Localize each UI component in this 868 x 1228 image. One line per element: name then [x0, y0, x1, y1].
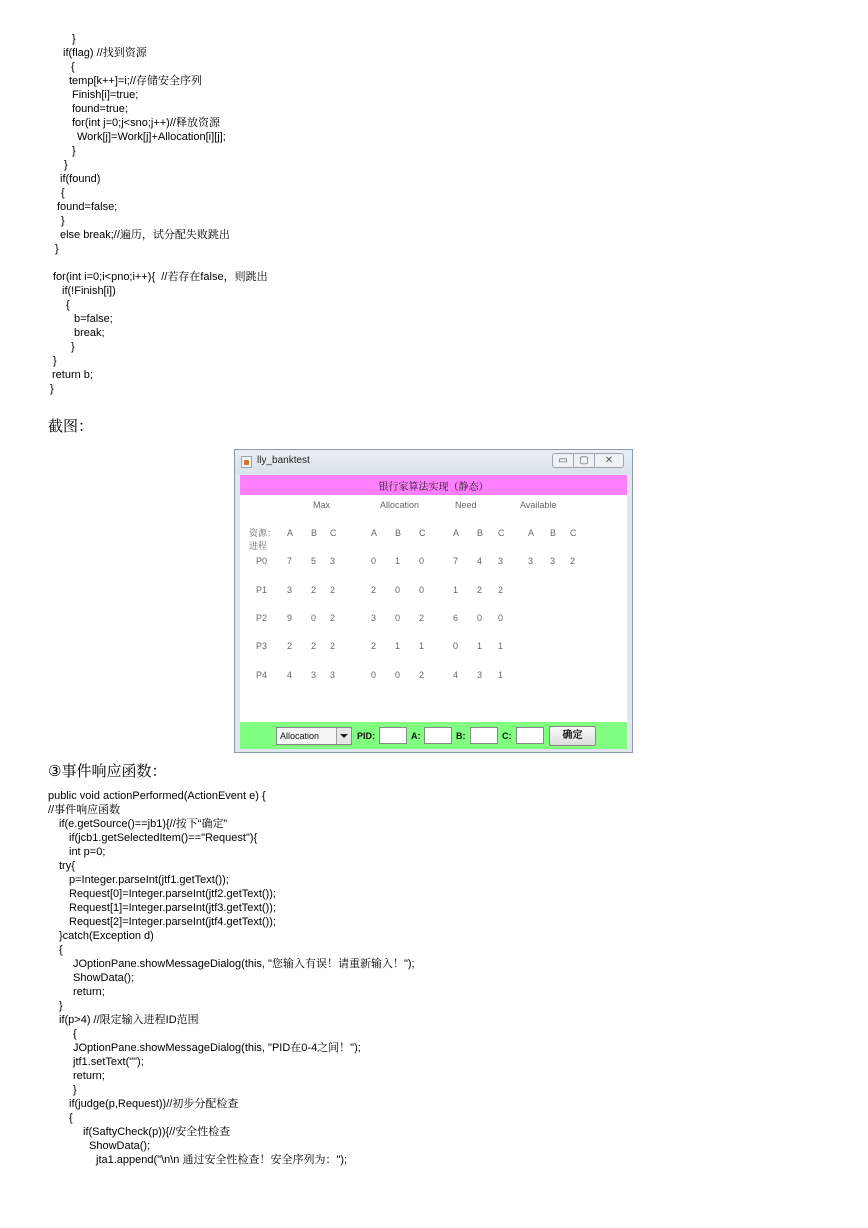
- process-label: 进程: [249, 541, 268, 551]
- max-cell: 2: [330, 613, 336, 623]
- screenshot-label: 截图：: [48, 418, 94, 435]
- top-code-line: else break;//遍历，试分配失败跳出: [60, 229, 230, 241]
- resource-letter: B: [477, 528, 484, 538]
- select-value: Allocation: [280, 731, 320, 741]
- max-cell: 7: [287, 556, 293, 566]
- app-content: [240, 475, 627, 749]
- max-cell: 0: [311, 613, 317, 623]
- resource-letter: C: [498, 528, 505, 538]
- need-cell: 4: [453, 670, 459, 680]
- available-cell: 2: [570, 556, 576, 566]
- top-code-line: if(!Finish[i]): [62, 285, 116, 297]
- resource-letter: C: [419, 528, 426, 538]
- resource-letter: A: [528, 528, 535, 538]
- close-button[interactable]: ✕: [594, 453, 624, 468]
- bottom-code-line: Request[0]=Integer.parseInt(jtf2.getText());: [69, 888, 276, 900]
- allocation-cell: 0: [371, 556, 377, 566]
- top-code-line: }: [64, 159, 68, 171]
- top-code-line: Work[j]=Work[j]+Allocation[i][j];: [77, 131, 226, 143]
- group-header: Available: [520, 500, 557, 510]
- resource-letter: C: [570, 528, 577, 538]
- need-cell: 0: [477, 613, 483, 623]
- need-cell: 1: [498, 670, 504, 680]
- resource-letter: A: [453, 528, 460, 538]
- need-cell: 3: [498, 556, 504, 566]
- allocation-cell: 0: [419, 585, 425, 595]
- bottom-code-line: if(SaftyCheck(p)){//安全性检查: [83, 1126, 231, 1138]
- group-header: Need: [455, 500, 477, 510]
- process-id: P2: [256, 613, 268, 623]
- chevron-down-icon[interactable]: [336, 728, 351, 744]
- allocation-cell: 0: [419, 556, 425, 566]
- pid-label: PID:: [357, 731, 375, 741]
- allocation-cell: 0: [395, 613, 401, 623]
- max-cell: 3: [330, 556, 336, 566]
- max-cell: 3: [287, 585, 293, 595]
- max-cell: 5: [311, 556, 317, 566]
- group-header: Max: [313, 500, 331, 510]
- bottom-code-line: ShowData();: [73, 972, 135, 984]
- allocation-cell: 1: [395, 556, 401, 566]
- top-code-line: }: [71, 341, 75, 353]
- max-cell: 2: [311, 585, 317, 595]
- resource-letter: B: [311, 528, 318, 538]
- b-input[interactable]: [470, 727, 498, 744]
- top-code-line: break;: [74, 327, 105, 339]
- top-code-line: }: [55, 243, 59, 255]
- bottom-code-line: {: [69, 1112, 73, 1124]
- bottom-code-line: return;: [73, 1070, 105, 1082]
- resource-letter: C: [330, 528, 337, 538]
- allocation-cell: 1: [395, 641, 401, 651]
- bottom-code-line: jta1.append("\n\n 通过安全性检查！安全序列为：");: [96, 1154, 348, 1166]
- need-cell: 1: [477, 641, 483, 651]
- resource-letter: B: [395, 528, 402, 538]
- control-band: [240, 722, 627, 749]
- need-cell: 1: [453, 585, 459, 595]
- bottom-code-line: if(e.getSource()==jb1){//按下“确定”: [59, 818, 228, 830]
- bottom-code-line: {: [59, 944, 63, 956]
- bottom-code-line: if(jcb1.getSelectedItem()=="Request"){: [69, 832, 258, 844]
- max-cell: 3: [311, 670, 317, 680]
- bottom-code-line: if(judge(p,Request))//初步分配检查: [69, 1098, 239, 1110]
- top-code-line: for(int i=0;i<pno;i++){ //若存在false，则跳出: [53, 271, 268, 283]
- allocation-cell: 2: [419, 670, 425, 680]
- bottom-code-line: public void actionPerformed(ActionEvent e) {: [48, 790, 266, 802]
- bottom-code-line: {: [73, 1028, 77, 1040]
- process-id: P4: [256, 670, 268, 680]
- allocation-cell: 0: [395, 670, 401, 680]
- title-band: [240, 475, 627, 495]
- max-cell: 9: [287, 613, 293, 623]
- java-app-icon: [241, 456, 252, 468]
- max-cell: 3: [330, 670, 336, 680]
- process-id: P0: [256, 556, 268, 566]
- bottom-code-line: p=Integer.parseInt(jtf1.getText());: [69, 874, 229, 886]
- available-cell: 3: [528, 556, 534, 566]
- top-code-line: }: [72, 145, 76, 157]
- allocation-cell: 1: [419, 641, 425, 651]
- max-cell: 4: [287, 670, 293, 680]
- window-title: lly_banktest: [257, 455, 310, 466]
- bottom-code-line: jtf1.setText("");: [73, 1056, 144, 1068]
- need-cell: 2: [498, 585, 504, 595]
- need-cell: 3: [477, 670, 483, 680]
- top-code-line: b=false;: [74, 313, 113, 325]
- bottom-code-line: return;: [73, 986, 105, 998]
- allocation-cell: 3: [371, 613, 377, 623]
- top-code-line: return b;: [52, 369, 93, 381]
- bottom-code-line: }catch(Exception d): [59, 930, 154, 942]
- c-label: C:: [502, 731, 512, 741]
- top-code-line: }: [50, 383, 54, 395]
- process-id: P1: [256, 585, 268, 595]
- need-cell: 1: [498, 641, 504, 651]
- top-code-line: found=true;: [72, 103, 128, 115]
- top-code-line: }: [72, 33, 76, 45]
- top-code-line: }: [53, 355, 57, 367]
- bottom-code-line: }: [73, 1084, 77, 1096]
- max-cell: 2: [330, 641, 336, 651]
- bottom-code-line: JOptionPane.showMessageDialog(this, "PID在0-4之间！");: [73, 1042, 361, 1054]
- top-code-line: if(flag) //找到资源: [63, 47, 147, 59]
- top-code-line: Finish[i]=true;: [72, 89, 139, 101]
- resource-letter: B: [550, 528, 557, 538]
- need-cell: 0: [453, 641, 459, 651]
- allocation-cell: 2: [371, 641, 377, 651]
- max-cell: 2: [287, 641, 293, 651]
- top-code-line: {: [61, 187, 65, 199]
- resource-letter: A: [371, 528, 378, 538]
- bottom-code-line: Request[2]=Integer.parseInt(jtf4.getText());: [69, 916, 276, 928]
- minimize-button[interactable]: ▭: [552, 453, 574, 468]
- need-cell: 0: [498, 613, 504, 623]
- bottom-code-line: if(p>4) //限定输入进程ID范围: [59, 1014, 199, 1026]
- matrix-select[interactable]: [276, 727, 352, 745]
- max-cell: 2: [330, 585, 336, 595]
- need-cell: 6: [453, 613, 459, 623]
- app-heading: 银行家算法实现（静态）: [378, 482, 489, 493]
- bottom-code-line: JOptionPane.showMessageDialog(this, "您输入有误！请重新输入！");: [73, 958, 415, 970]
- a-input[interactable]: [424, 727, 452, 744]
- bottom-code-line: ShowData();: [89, 1140, 151, 1152]
- need-cell: 4: [477, 556, 483, 566]
- available-cell: 3: [550, 556, 556, 566]
- group-header: Allocation: [380, 500, 420, 510]
- top-code-line: {: [71, 61, 75, 73]
- top-code-line: temp[k++]=i;//存储安全序列: [69, 75, 202, 87]
- bottom-code-line: }: [59, 1000, 63, 1012]
- allocation-cell: 0: [395, 585, 401, 595]
- c-input[interactable]: [516, 727, 544, 744]
- bottom-code-line: Request[1]=Integer.parseInt(jtf3.getText());: [69, 902, 276, 914]
- allocation-cell: 2: [371, 585, 377, 595]
- bottom-code-line: int p=0;: [69, 846, 106, 858]
- pid-input[interactable]: [379, 727, 407, 744]
- a-label: A:: [411, 731, 421, 741]
- resource-letter: A: [287, 528, 294, 538]
- top-code-line: if(found): [60, 173, 101, 185]
- window-titlebar: [235, 450, 632, 474]
- section-3-heading: ③事件响应函数：: [48, 763, 167, 780]
- maximize-button[interactable]: ▢: [573, 453, 595, 468]
- allocation-cell: 2: [419, 613, 425, 623]
- allocation-cell: 0: [371, 670, 377, 680]
- app-window-screenshot: [234, 449, 633, 753]
- bottom-code-line: try{: [59, 860, 75, 872]
- confirm-button[interactable]: 确定: [549, 726, 596, 746]
- resources-label: 资源：: [249, 528, 277, 538]
- top-code-line: {: [66, 299, 70, 311]
- top-code-line: for(int j=0;j<sno;j++)//释放资源: [72, 117, 220, 129]
- bottom-code-line: //事件响应函数: [48, 804, 121, 816]
- process-id: P3: [256, 641, 268, 651]
- top-code-line: found=false;: [57, 201, 118, 213]
- b-label: B:: [456, 731, 466, 741]
- top-code-line: }: [61, 215, 65, 227]
- max-cell: 2: [311, 641, 317, 651]
- need-cell: 2: [477, 585, 483, 595]
- need-cell: 7: [453, 556, 459, 566]
